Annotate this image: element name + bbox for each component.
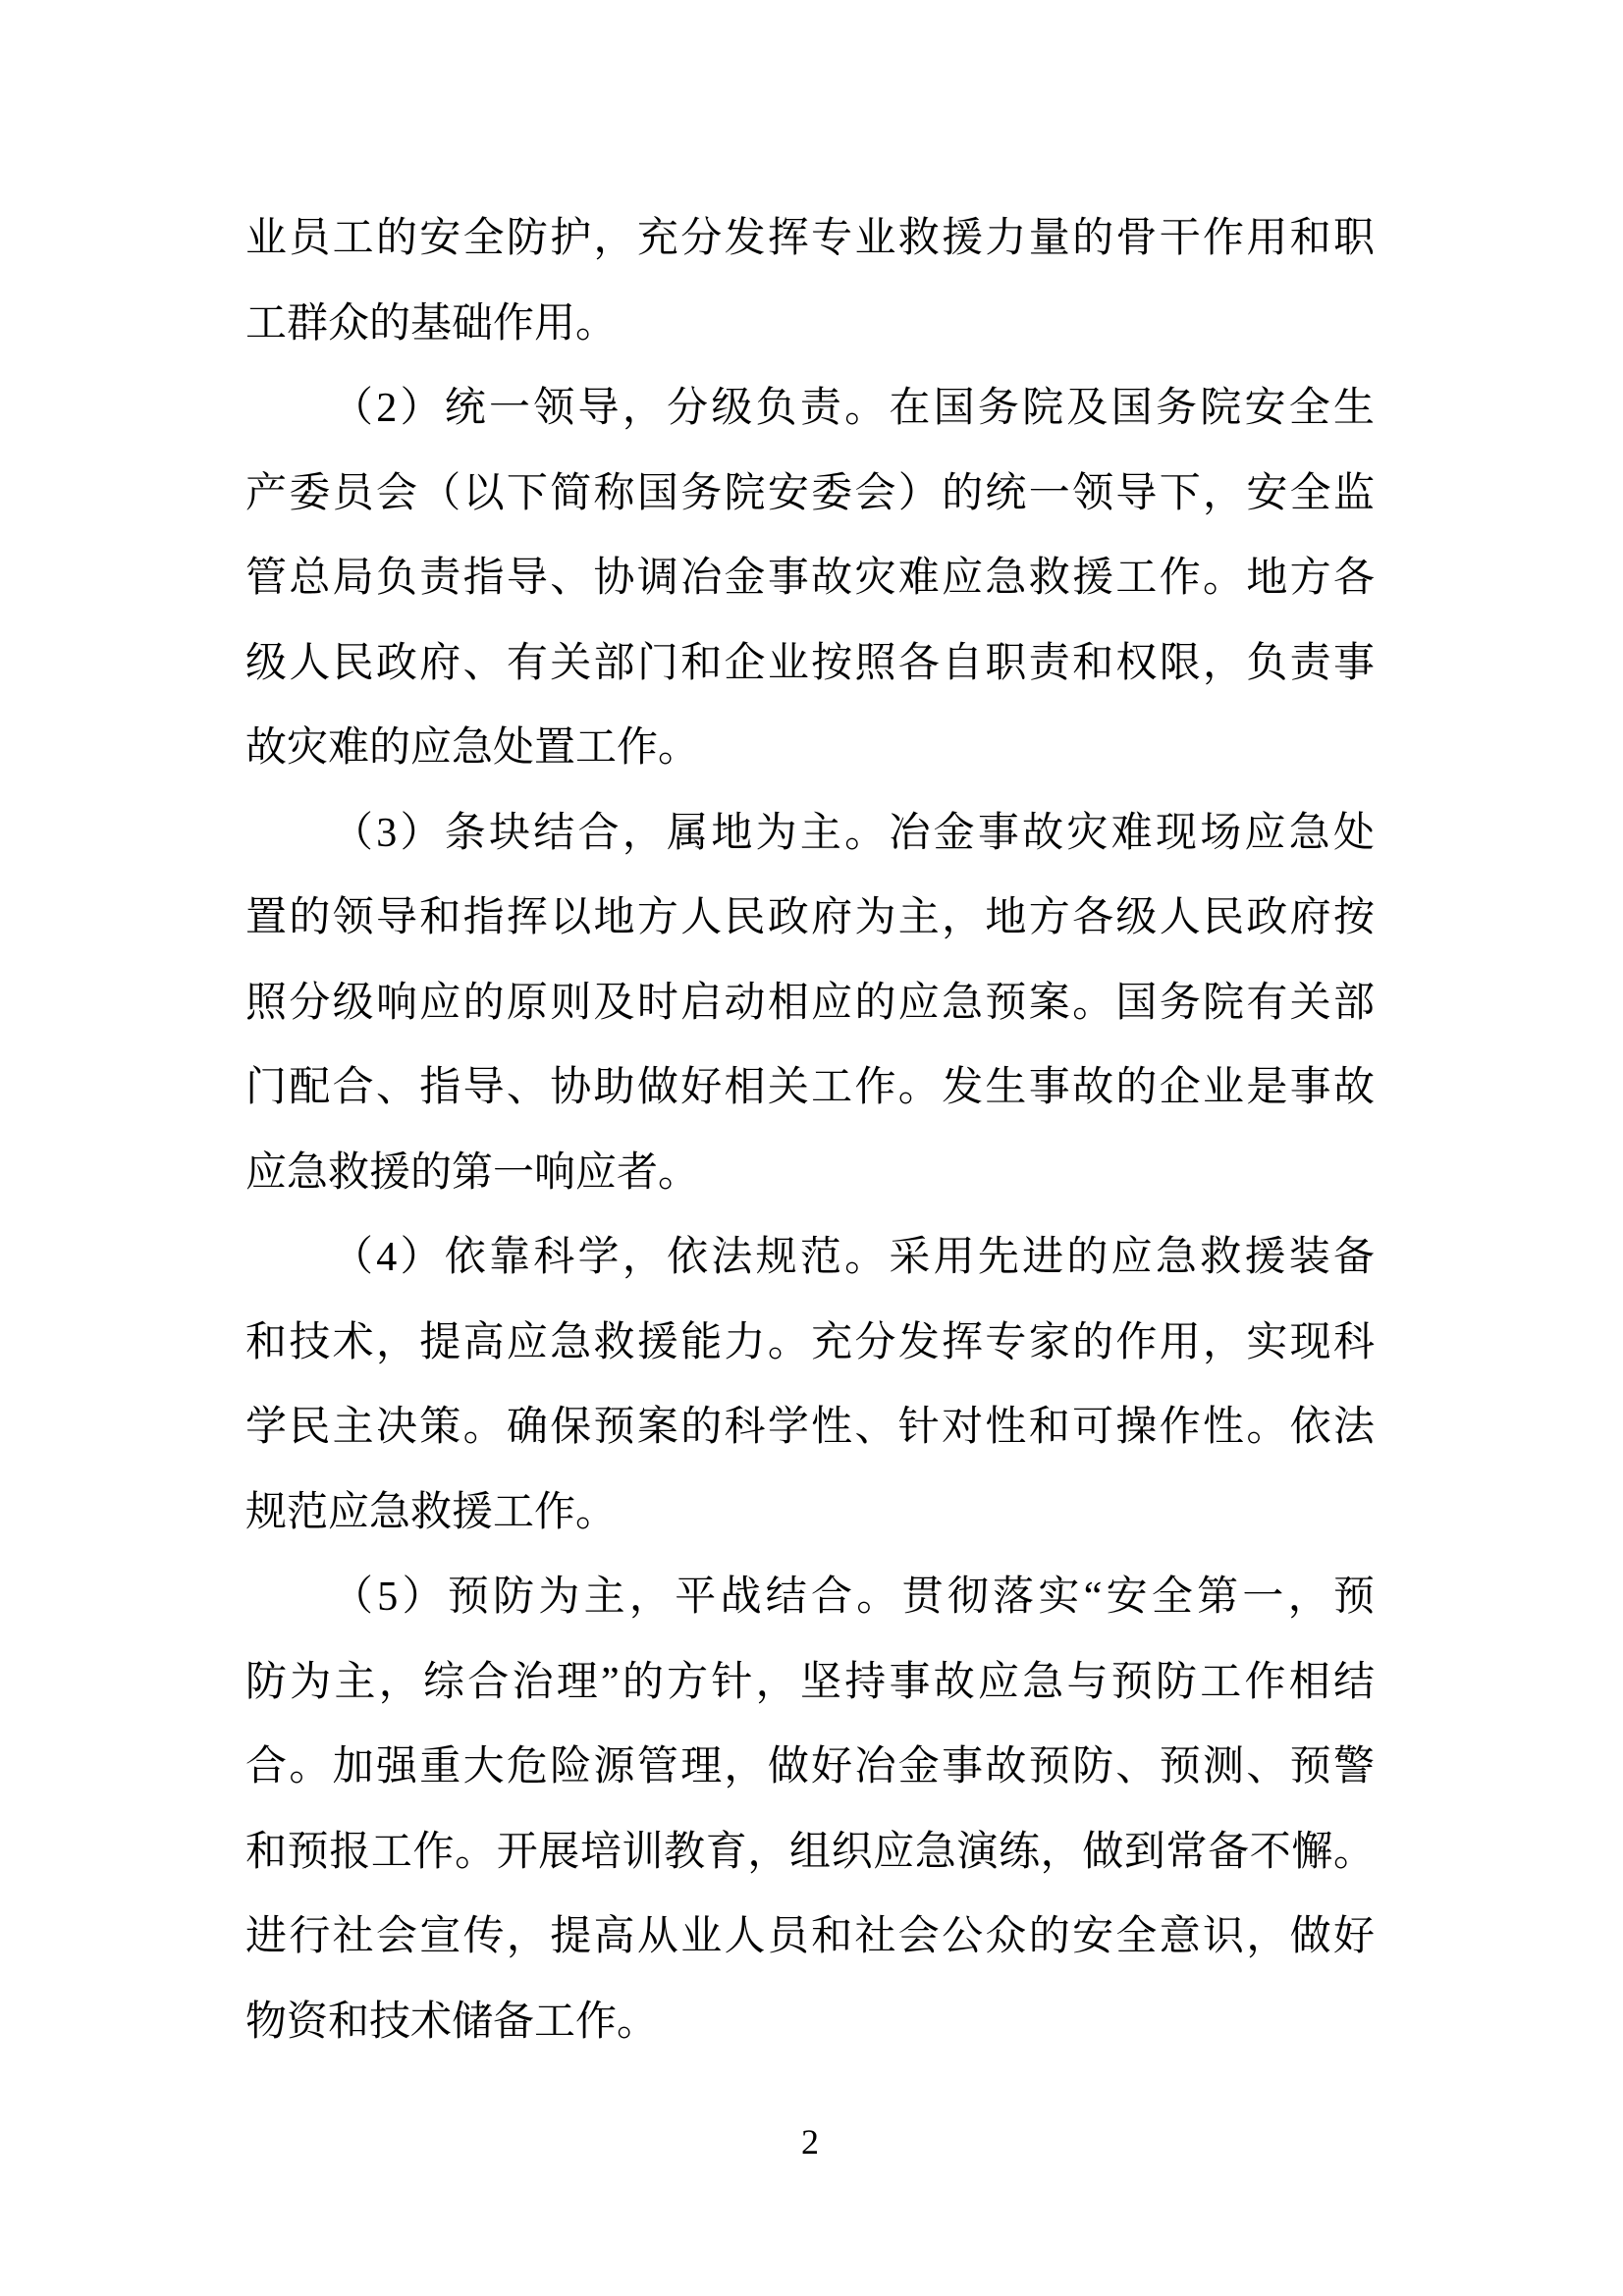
text-line: 照分级响应的原则及时启动相应的应急预案。国务院有关部 — [245, 980, 1375, 1026]
text-line: 管总局负责指导、协调冶金事故灾难应急救援工作。地方各 — [245, 556, 1375, 601]
text-line: 工群众的基础作用。 — [245, 300, 618, 347]
text-line: 物资和技术储备工作。 — [245, 1999, 659, 2045]
text-line: 合。加强重大危险源管理，做好冶金事故预防、预测、预警 — [245, 1744, 1375, 1789]
text-line: 进行社会宣传，提高从业人员和社会公众的安全意识，做好 — [245, 1914, 1375, 1959]
text-line: 故灾难的应急处置工作。 — [245, 725, 700, 771]
text-line: 防为主，综合治理”的方针，坚持事故应急与预防工作相结 — [245, 1659, 1375, 1705]
page-number: 2 — [801, 2122, 819, 2162]
text-line: 产委员会（以下简称国务院安委会）的统一领导下，安全监 — [245, 470, 1375, 516]
text-line: 置的领导和指挥以地方人民政府为主，地方各级人民政府按 — [245, 895, 1375, 940]
text-line: 应急救援的第一响应者。 — [245, 1149, 700, 1196]
text-block — [245, 196, 1375, 2064]
text-line: （3）条块结合，属地为主。冶金事故灾难现场应急处 — [332, 810, 1375, 856]
text-line: 学民主决策。确保预案的科学性、针对性和可操作性。依法 — [245, 1405, 1375, 1450]
text-line: 规范应急救援工作。 — [245, 1489, 618, 1535]
text-line: 和技术，提高应急救援能力。充分发挥专家的作用，实现科 — [245, 1319, 1375, 1365]
text-line: （5）预防为主，平战结合。贯彻落实“安全第一，预 — [332, 1575, 1375, 1620]
text-line: 门配合、指导、协助做好相关工作。发生事故的企业是事故 — [245, 1065, 1375, 1110]
text-line: （2）统一领导，分级负责。在国务院及国务院安全生 — [332, 386, 1375, 431]
text-line: （4）依靠科学，依法规范。采用先进的应急救援装备 — [332, 1235, 1375, 1280]
text-line: 和预报工作。开展培训教育，组织应急演练，做到常备不懈。 — [245, 1829, 1375, 1875]
text-line: 级人民政府、有关部门和企业按照各自职责和权限，负责事 — [245, 640, 1375, 686]
text-line: 业员工的安全防护，充分发挥专业救援力量的骨干作用和职 — [245, 216, 1375, 261]
